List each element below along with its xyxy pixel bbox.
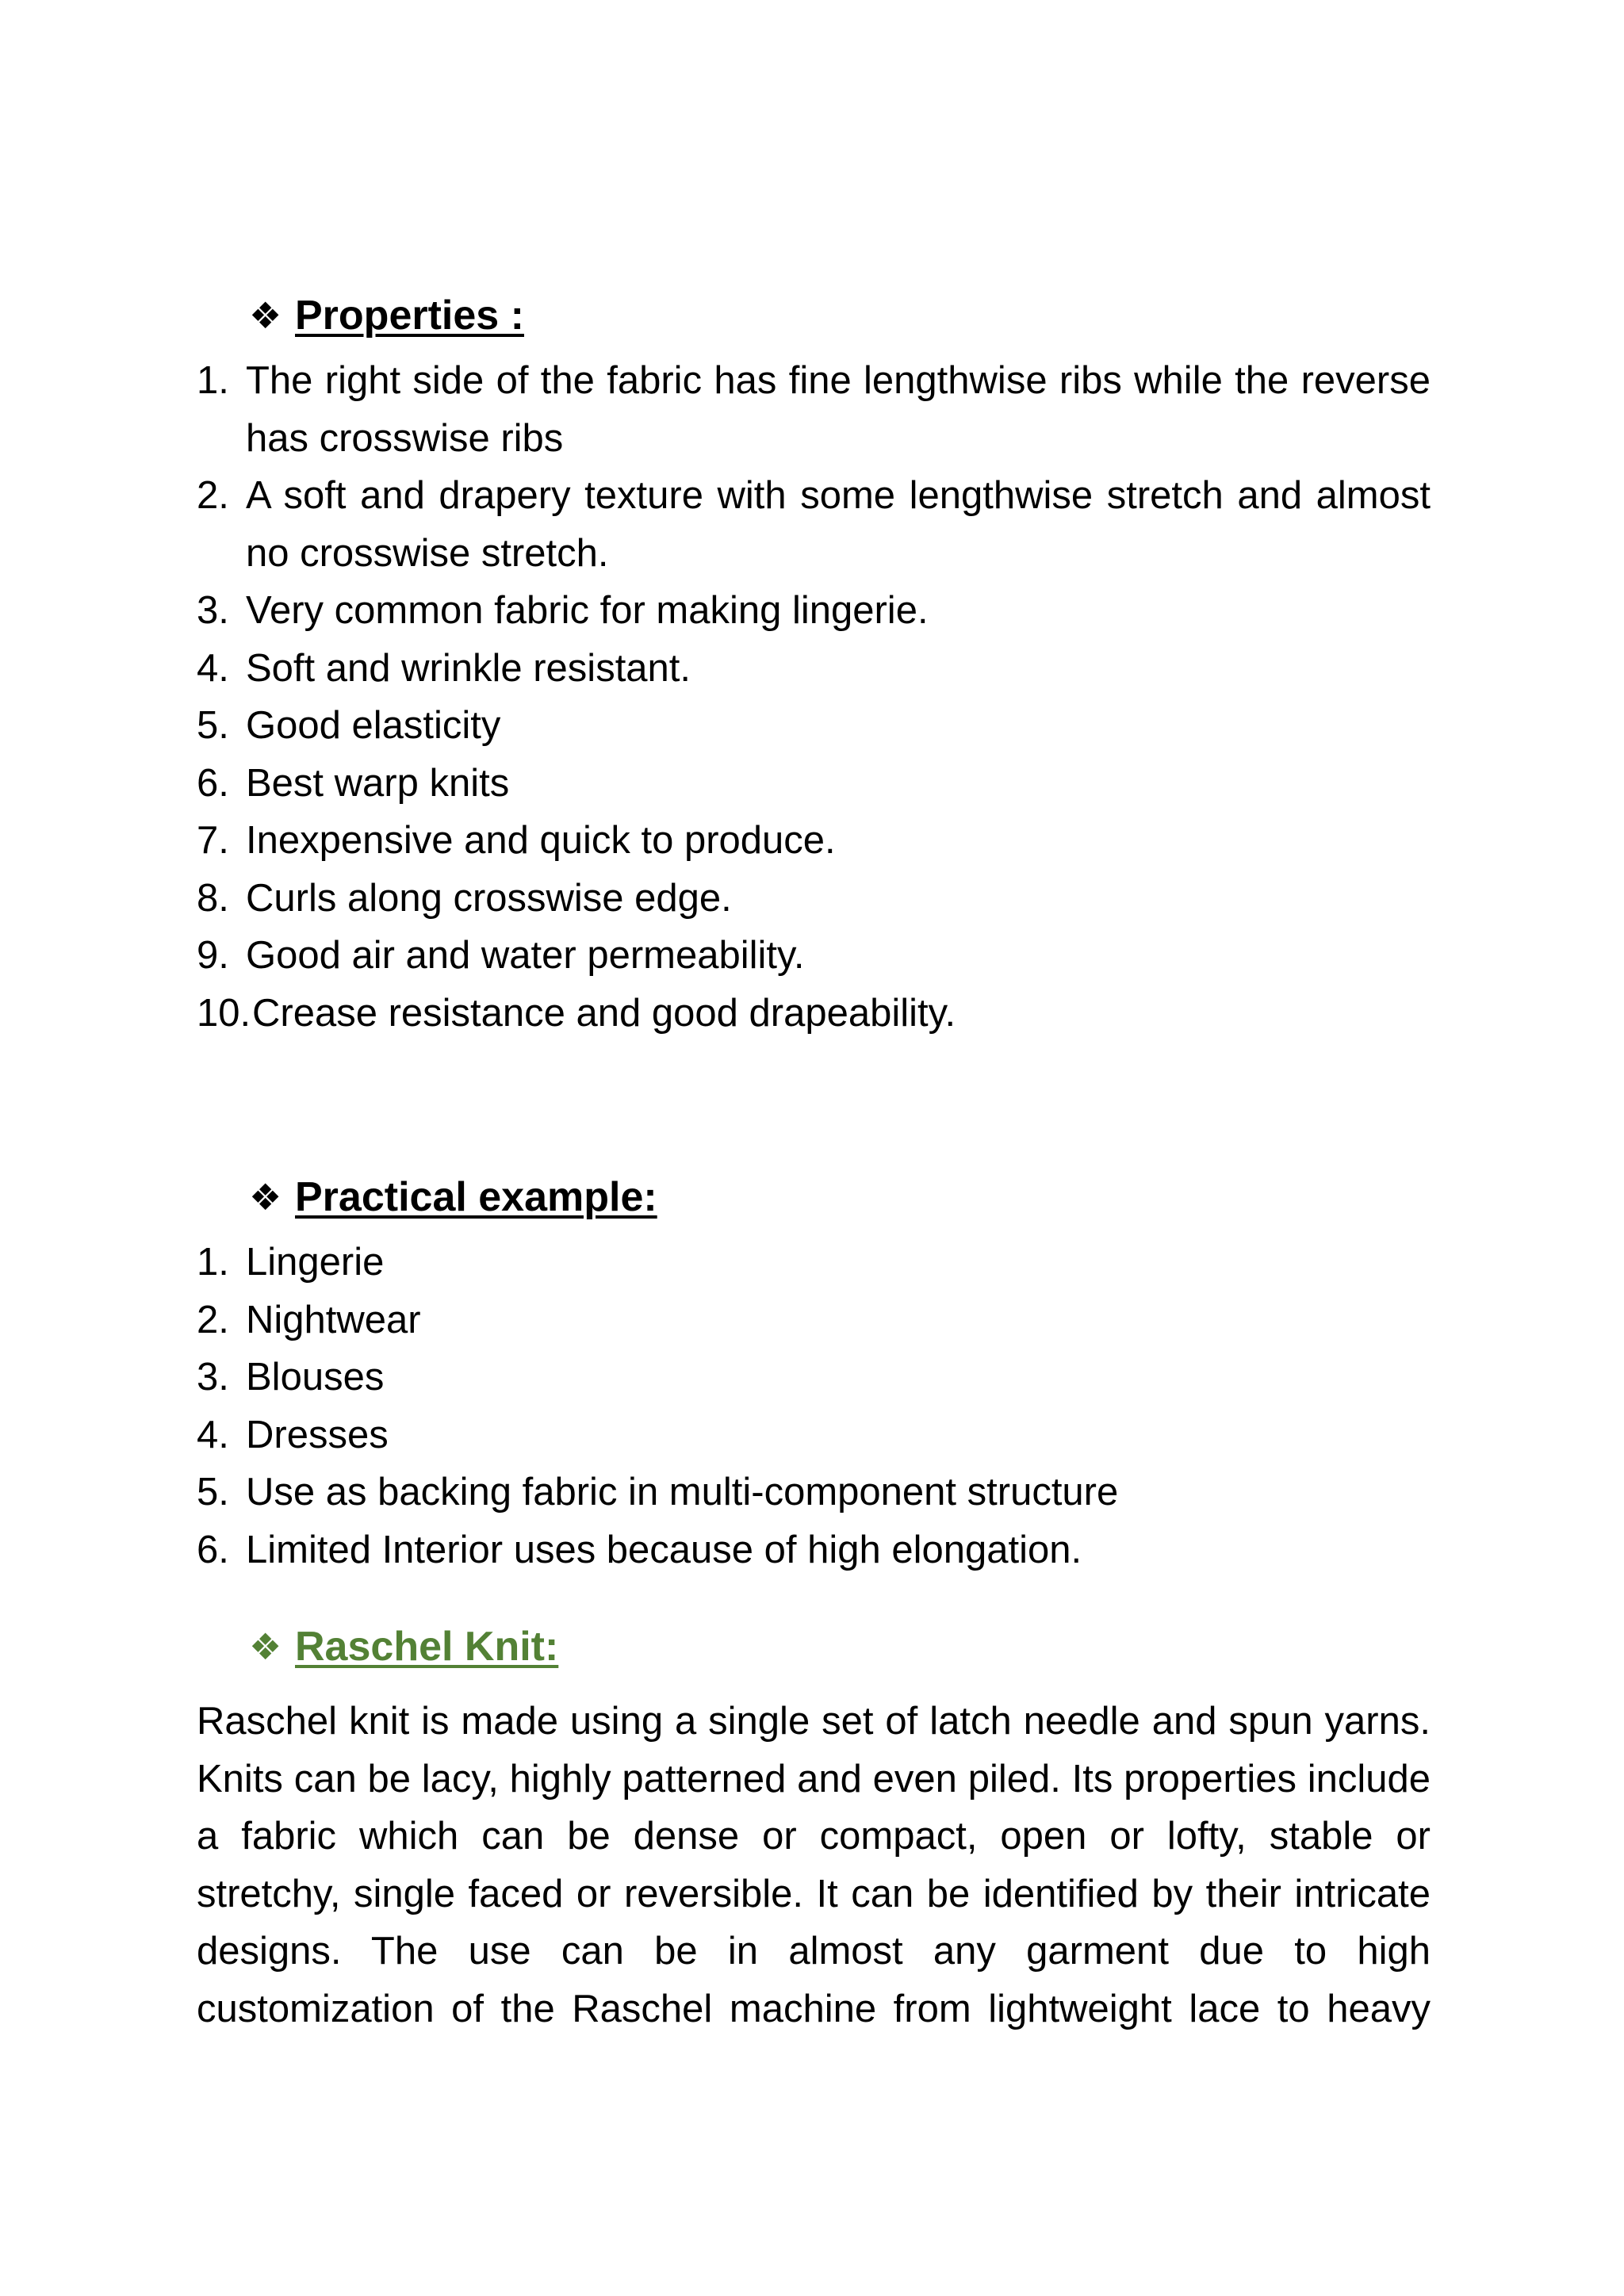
list-item-number: 9. xyxy=(197,934,229,977)
list-item-text: Curls along crosswise edge. xyxy=(246,876,732,920)
list-item xyxy=(197,1406,1431,1464)
list-item-number: 3. xyxy=(197,589,229,632)
list-item-number: 4. xyxy=(197,646,229,690)
list-item-number: 2. xyxy=(197,1298,229,1341)
list-item-number: 7. xyxy=(197,819,229,862)
list-item xyxy=(197,1464,1431,1521)
four-diamond-bullet-icon: ❖ xyxy=(249,1177,282,1218)
raschel-knit-heading-text: Raschel Knit: xyxy=(295,1624,559,1670)
list-item-text: Inexpensive and quick to produce. xyxy=(246,819,836,862)
list-item-number: 6. xyxy=(197,1528,229,1571)
list-item xyxy=(197,1292,1431,1349)
list-item-text: Very common fabric for making lingerie. xyxy=(246,589,929,632)
list-item xyxy=(197,467,1431,582)
list-item-text: Use as backing fabric in multi-component structure xyxy=(246,1471,1119,1513)
list-item-text: Crease resistance and good drapeability. xyxy=(252,991,956,1035)
list-item xyxy=(197,1349,1431,1406)
page-content xyxy=(197,279,1431,2038)
list-item-text: The right side of the fabric has fine lengthwise ribs while the reverse has crosswise ribs xyxy=(246,359,1431,460)
list-item xyxy=(197,582,1431,640)
four-diamond-bullet-icon: ❖ xyxy=(249,295,282,336)
practical-example-heading xyxy=(197,1161,1431,1234)
raschel-knit-heading xyxy=(197,1610,1431,1683)
properties-heading xyxy=(197,279,1431,352)
list-item-number: 5. xyxy=(197,704,229,747)
list-item-number: 8. xyxy=(197,876,229,920)
section-spacer xyxy=(197,1683,1431,1693)
list-item-text: Good air and water permeability. xyxy=(246,934,805,977)
list-item xyxy=(197,640,1431,698)
list-item-number: 3. xyxy=(197,1356,229,1399)
list-item-number: 5. xyxy=(197,1471,229,1513)
list-item-text: Soft and wrinkle resistant. xyxy=(246,646,691,690)
list-item xyxy=(197,1234,1431,1292)
list-item xyxy=(197,755,1431,813)
properties-heading-text: Properties : xyxy=(295,293,524,339)
list-item-text: Nightwear xyxy=(246,1298,421,1341)
practical-example-list xyxy=(197,1234,1431,1578)
section-spacer xyxy=(197,1042,1431,1161)
list-item xyxy=(197,1521,1431,1579)
list-item-number: 6. xyxy=(197,761,229,805)
list-item-number: 4. xyxy=(197,1413,229,1456)
section-spacer xyxy=(197,1578,1431,1610)
list-item xyxy=(197,812,1431,870)
list-item-text: Best warp knits xyxy=(246,761,510,805)
properties-list xyxy=(197,352,1431,1042)
list-item-text: Blouses xyxy=(246,1356,385,1399)
list-item-text: Limited Interior uses because of high elongation. xyxy=(246,1528,1082,1571)
list-item-text: Dresses xyxy=(246,1413,389,1456)
four-diamond-bullet-icon: ❖ xyxy=(249,1626,282,1667)
list-item-number: 2. xyxy=(197,474,229,517)
list-item-text: Lingerie xyxy=(246,1241,385,1284)
list-item-text: A soft and drapery texture with some lengthwise stretch and almost no crosswise stretch. xyxy=(246,474,1431,575)
list-item xyxy=(197,870,1431,928)
list-item-number: 10. xyxy=(197,991,251,1035)
list-item xyxy=(197,985,1431,1043)
list-item xyxy=(197,352,1431,467)
raschel-knit-paragraph: Raschel knit is made using a single set of latch needle and spun yarns. Knits can be lacy, highly patterned and even piled. Its properties include a fabric which can be dense or compact, open or lofty, stable or stretchy, single faced or reversible. It can be identified by their intricate designs. The use can be in almost any garment due to high customization of the Raschel machine from lightweight lace to heavy xyxy=(197,1700,1431,2030)
practical-example-heading-text: Practical example: xyxy=(295,1174,657,1220)
list-item xyxy=(197,927,1431,985)
list-item-number: 1. xyxy=(197,1241,229,1284)
list-item-number: 1. xyxy=(197,359,229,402)
list-item-text: Good elasticity xyxy=(246,704,501,747)
list-item xyxy=(197,697,1431,755)
